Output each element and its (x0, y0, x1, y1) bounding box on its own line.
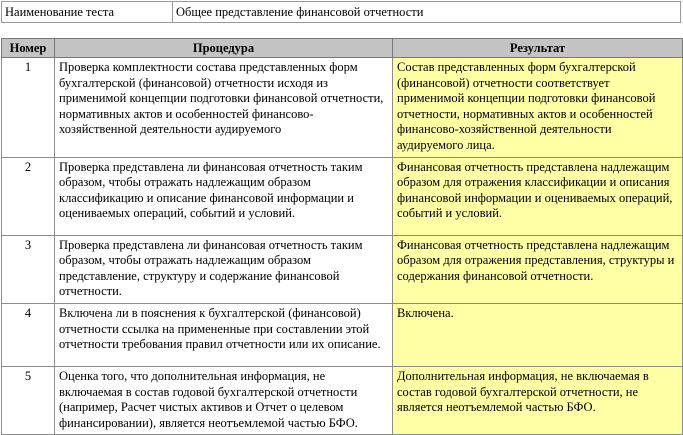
table-row (2, 303, 683, 366)
row-procedure: Проверка представлена ли финансовая отчетность таким образом, чтобы отражать надлежащим образом классификацию и описание финансовой информации и оцениваемых операций, событий и условий. (55, 157, 393, 235)
row-procedure: Проверка представлена ли финансовая отчетность таким образом, чтобы отражать надлежащим образом представление, структуру и содержание финансовой отчетности. (55, 235, 393, 303)
table-row (2, 366, 683, 434)
row-result: Финансовая отчетность представлена надлежащим образом для отражения классификации и описания финансовой информации и оцениваемых операций, событий и условий. (393, 157, 683, 235)
test-name-label: Наименование теста (2, 2, 173, 23)
row-procedure: Проверка комплектности состава представленных форм бухгалтерской (финансовой) отчетности исходя из применимой концепции подготовки финансовой отчетности, нормативных актов и особенностей финансово-хозяйственной деятельности аудируемого (55, 58, 393, 158)
row-number: 1 (2, 58, 55, 158)
test-name-value: Общее представление финансовой отчетности (173, 2, 681, 23)
column-header-number: Номер (2, 39, 55, 58)
row-result: Включена. (393, 303, 683, 366)
test-name-table (1, 1, 681, 23)
row-number: 3 (2, 235, 55, 303)
table-row (2, 235, 683, 303)
column-header-result: Результат (393, 39, 683, 58)
column-header-procedure: Процедура (55, 39, 393, 58)
table-row (2, 157, 683, 235)
row-procedure: Оценка того, что дополнительная информация, не включаемая в состав годовой бухгалтерской отчетности (например, Расчет чистых активов и Отчет о целевом финансировании), является неотъемлемой частью БФО. (55, 366, 393, 434)
table-header-row (2, 39, 683, 58)
row-procedure: Включена ли в пояснения к бухгалтерской (финансовой) отчетности ссылка на примененные при составлении этой отчетности требования правил отчетности или их описание. (55, 303, 393, 366)
row-result: Финансовая отчетность представлена надлежащим образом для отражения представления, структуры и содержания финансовой отчетности. (393, 235, 683, 303)
table-row (2, 58, 683, 158)
row-result: Состав представленных форм бухгалтерской (финансовой) отчетности соответствует применимой концепции подготовки финансовой отчетности, нормативных актов и особенностей финансово-хозяйственной деятельности аудируемого лица. (393, 58, 683, 158)
row-number: 2 (2, 157, 55, 235)
row-number: 5 (2, 366, 55, 434)
row-result: Дополнительная информация, не включаемая в состав годовой бухгалтерской отчетности, не является неотъемлемой частью БФО. (393, 366, 683, 434)
procedures-table (1, 38, 683, 435)
test-name-row (2, 2, 681, 23)
row-number: 4 (2, 303, 55, 366)
